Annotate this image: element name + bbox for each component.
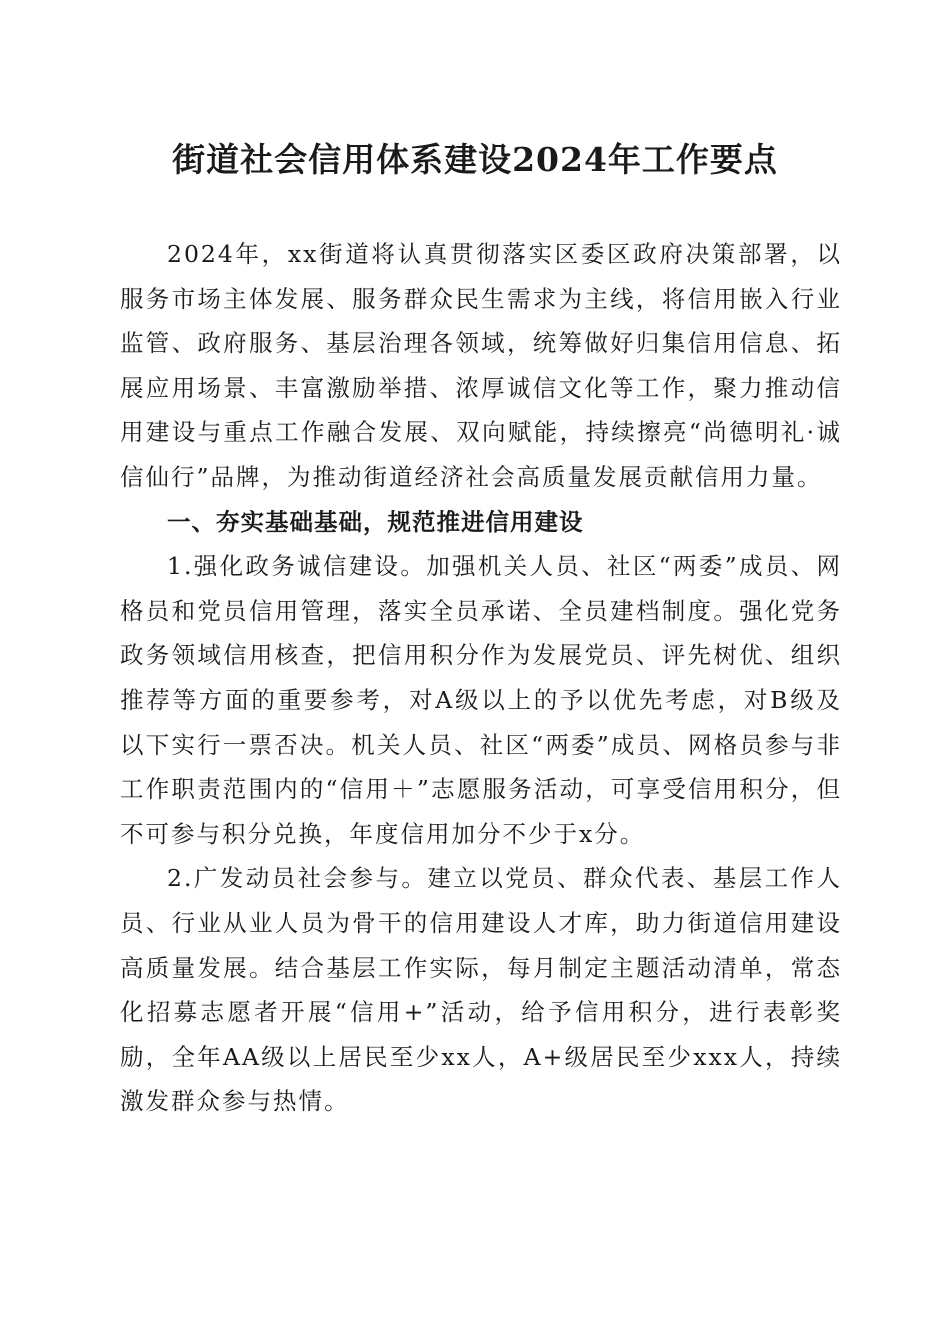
document-body xyxy=(120,232,842,1124)
intro-paragraph: 2024年，xx街道将认真贯彻落实区委区政府决策部署，以服务市场主体发展、服务群众民生需求为主线，将信用嵌入行业监管、政府服务、基层治理各领域，统筹做好归集信用信息、拓展应用场景、丰富激励举措、浓厚诚信文化等工作，聚力推动信用建设与重点工作融合发展、双向赋能，持续擦亮“尚德明礼·诚信仙行”品牌，为推动街道经济社会高质量发展贡献信用力量。 xyxy=(120,240,842,491)
document-title: 街道社会信用体系建设2024年工作要点 xyxy=(172,140,778,179)
section-1-item-1: 1.强化政务诚信建设。加强机关人员、社区“两委”成员、网格员和党员信用管理，落实全员承诺、全员建档制度。强化党务政务领域信用核查，把信用积分作为发展党员、评先树优、组织推荐等方面的重要参考，对A级以上的予以优先考虑，对B级及以下实行一票否决。机关人员、社区“两委”成员、网格员参与非工作职责范围内的“信用＋”志愿服务活动，可享受信用积分，但不可参与积分兑换，年度信用加分不少于x分。 xyxy=(120,552,842,848)
section-1-heading: 一、夯实基础基础，规范推进信用建设 xyxy=(167,507,584,536)
section-1-item-2: 2.广发动员社会参与。建立以党员、群众代表、基层工作人员、行业从业人员为骨干的信用建设人才库，助力街道信用建设高质量发展。结合基层工作实际，每月制定主题活动清单，常态化招募志愿者开展“信用+”活动，给予信用积分，进行表彰奖励，全年AA级以上居民至少xx人，A+级居民至少xxx人，持续激发群众参与热情。 xyxy=(120,864,842,1116)
